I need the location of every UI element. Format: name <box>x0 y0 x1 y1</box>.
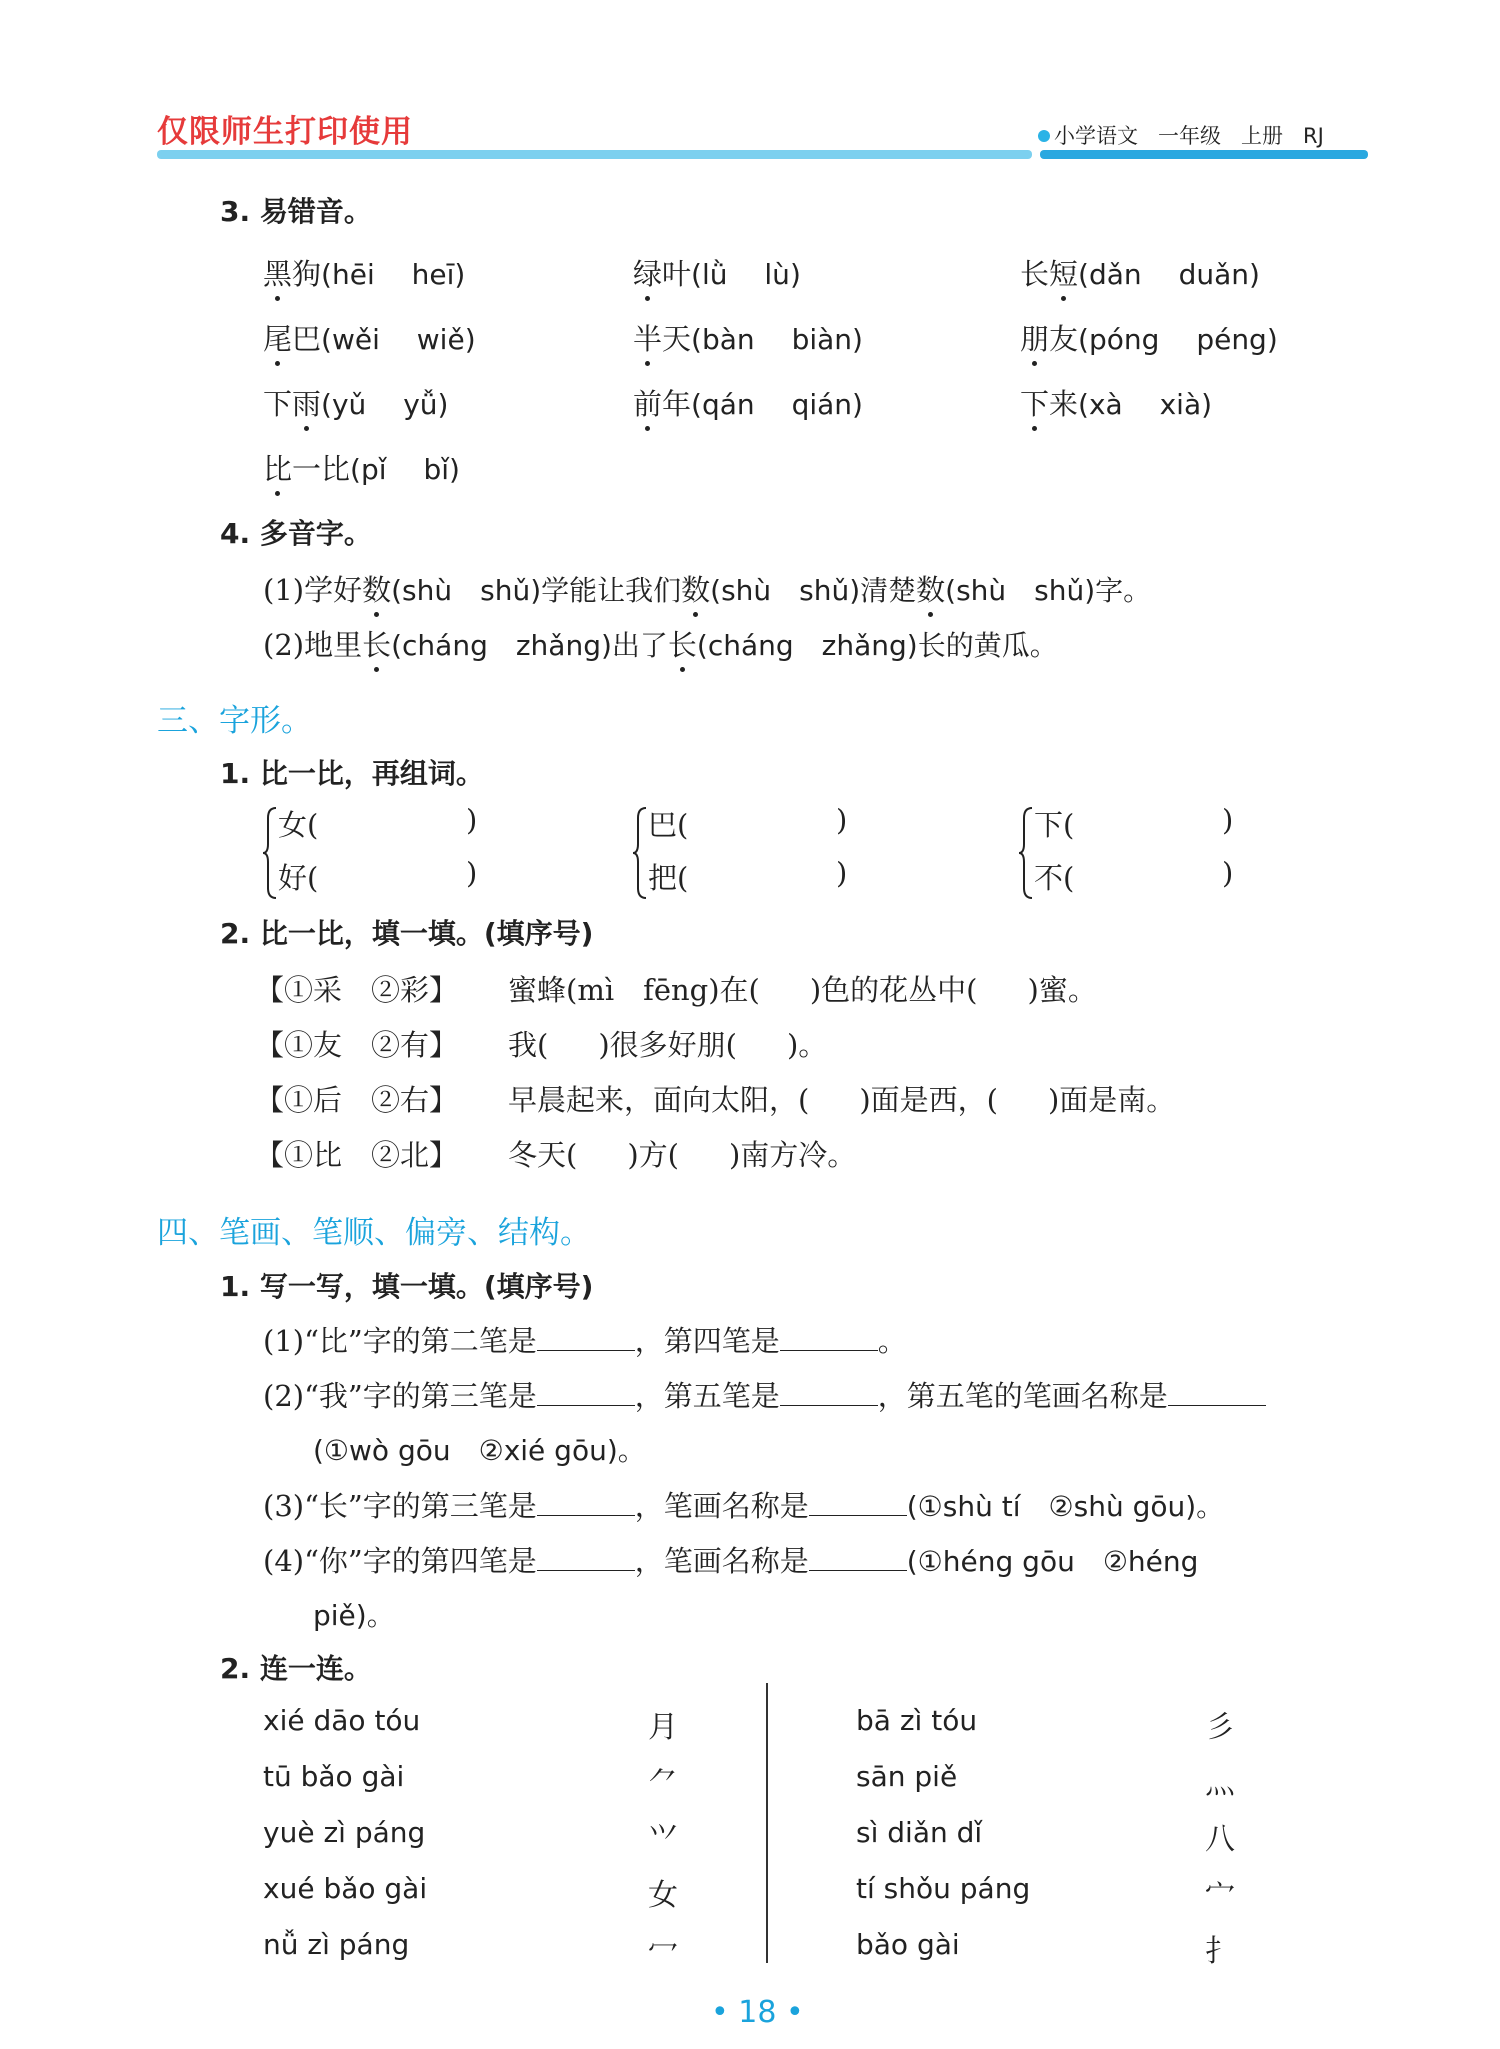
s3-q1-close-1a: ) <box>466 803 478 837</box>
s3-q2-sentence-1: 蜜蜂(mì fēng)在( )色的花丛中( )蜜。 <box>508 973 1097 1007</box>
q4-line-2: (2)地里长(cháng zhǎng)出了长(cháng zhǎng)长的黄瓜。 <box>263 628 1058 662</box>
brace-icon <box>1018 806 1034 900</box>
s3-q2-sentence-4: 冬天( )方( )南方冷。 <box>508 1138 857 1172</box>
left-pinyin-3: yuè zì páng <box>263 1816 426 1849</box>
s3-q2-opts-4: 【①比 ②北】 <box>255 1138 459 1172</box>
page-number: • 18 • <box>711 1995 804 2030</box>
subject: 小学语文 <box>1054 124 1138 148</box>
brace-icon <box>632 806 648 900</box>
s3-q1-char-3a: 下( <box>1034 808 1075 842</box>
s3-q2-opts-1: 【①采 ②彩】 <box>255 973 459 1007</box>
section-4-title: 四、笔画、笔顺、偏旁、结构。 <box>157 1215 591 1251</box>
s4-q1-line-2: (2)“我”字的第三笔是 ，第五笔是 ，第五笔的笔画名称是 <box>263 1374 1266 1415</box>
left-radical-5: 冖 <box>648 1934 678 1969</box>
volume: 上册 <box>1241 124 1283 148</box>
left-pinyin-5: nǚ zì páng <box>263 1928 410 1961</box>
right-pinyin-1: bā zì tóu <box>856 1704 978 1737</box>
s4-q1-line-2b: (①wò gōu ②xié gōu)。 <box>313 1434 646 1467</box>
q3-item-4: 尾巴(wěi wiě) <box>263 322 476 356</box>
s3-q1-char-3b: 不( <box>1034 861 1075 895</box>
section-3-title: 三、字形。 <box>157 703 312 739</box>
right-pinyin-5: bǎo gài <box>856 1928 960 1961</box>
header-watermark-title: 仅限师生打印使用 <box>157 114 413 150</box>
left-radical-4: 女 <box>648 1878 678 1913</box>
s3-q1-close-3a: ) <box>1222 803 1234 837</box>
s3-q2-sentence-3: 早晨起来，面向太阳，( )面是西，( )面是南。 <box>508 1083 1176 1117</box>
right-pinyin-3: sì diǎn dǐ <box>856 1816 983 1849</box>
s3-q1-char-2a: 巴( <box>648 808 689 842</box>
matching-divider <box>766 1683 768 1963</box>
s4-q2-title: 2. 连一连。 <box>220 1652 372 1685</box>
right-radical-5: 扌 <box>1205 1934 1235 1969</box>
right-radical-1: 彡 <box>1205 1710 1235 1745</box>
s3-q1-char-2b: 把( <box>648 861 689 895</box>
s3-q1-close-2b: ) <box>836 856 848 890</box>
left-radical-3: ⺍ <box>648 1822 678 1857</box>
s3-q1-close-2a: ) <box>836 803 848 837</box>
grade: 一年级 <box>1158 124 1221 148</box>
s4-q1-line-3: (3)“长”字的第三笔是 ，笔画名称是 (①shù tí ②shù gōu)。 <box>263 1489 1225 1523</box>
s3-q1-title: 1. 比一比，再组词。 <box>220 757 484 790</box>
s4-q1-title: 1. 写一写，填一填。(填序号) <box>220 1270 594 1303</box>
header-rule-dark <box>1040 150 1368 159</box>
left-pinyin-1: xié dāo tóu <box>263 1704 421 1737</box>
left-pinyin-4: xué bǎo gài <box>263 1872 428 1905</box>
q3-item-3: 长短(dǎn duǎn) <box>1020 257 1260 291</box>
q3-item-2: 绿叶(lǜ lù) <box>633 257 801 291</box>
q3-item-9: 下来(xà xià) <box>1020 387 1213 421</box>
q3-item-10: 比一比(pǐ bǐ) <box>263 452 460 486</box>
header-rule-light <box>157 150 1032 159</box>
brace-icon <box>262 806 278 900</box>
left-pinyin-2: tū bǎo gài <box>263 1760 405 1793</box>
right-radical-3: 八 <box>1205 1822 1235 1857</box>
bullet-icon <box>1038 130 1050 142</box>
edition: RJ <box>1303 124 1324 148</box>
right-pinyin-4: tí shǒu páng <box>856 1872 1031 1905</box>
s3-q2-title: 2. 比一比，填一填。(填序号) <box>220 917 594 950</box>
s3-q1-char-1a: 女( <box>278 808 319 842</box>
q4-line-1: (1)学好数(shù shǔ)学能让我们数(shù shǔ)清楚数(shù shǔ)字。 <box>263 573 1152 607</box>
s4-q1-line-4b: piě)。 <box>313 1599 395 1632</box>
s3-q2-sentence-2: 我( )很多好朋( )。 <box>508 1028 828 1062</box>
right-radical-4: 宀 <box>1205 1878 1235 1913</box>
q3-item-8: 前年(qán qián) <box>633 387 863 421</box>
s3-q1-close-1b: ) <box>466 856 478 890</box>
q3-item-7: 下雨(yǔ yǚ) <box>263 387 449 421</box>
s3-q2-opts-2: 【①友 ②有】 <box>255 1028 459 1062</box>
q3-title: 3. 易错音。 <box>220 195 372 228</box>
header-book-info <box>1038 120 1324 150</box>
right-radical-2: 灬 <box>1205 1766 1235 1801</box>
q3-item-1: 黑狗(hēi heī) <box>263 257 466 291</box>
s4-q1-line-1: (1)“比”字的第二笔是 ，第四笔是 。 <box>263 1324 907 1358</box>
left-radical-2: ⺈ <box>648 1766 678 1801</box>
q4-title: 4. 多音字。 <box>220 517 372 550</box>
s3-q1-char-1b: 好( <box>278 861 319 895</box>
s3-q2-opts-3: 【①后 ②右】 <box>255 1083 459 1117</box>
q3-item-5: 半天(bàn biàn) <box>633 322 863 356</box>
s3-q1-close-3b: ) <box>1222 856 1234 890</box>
right-pinyin-2: sān piě <box>856 1760 958 1793</box>
s4-q1-line-4: (4)“你”字的第四笔是 ，笔画名称是 (①héng gōu ②héng <box>263 1544 1199 1578</box>
q3-item-6: 朋友(póng péng) <box>1020 322 1278 356</box>
left-radical-1: 月 <box>648 1710 678 1745</box>
